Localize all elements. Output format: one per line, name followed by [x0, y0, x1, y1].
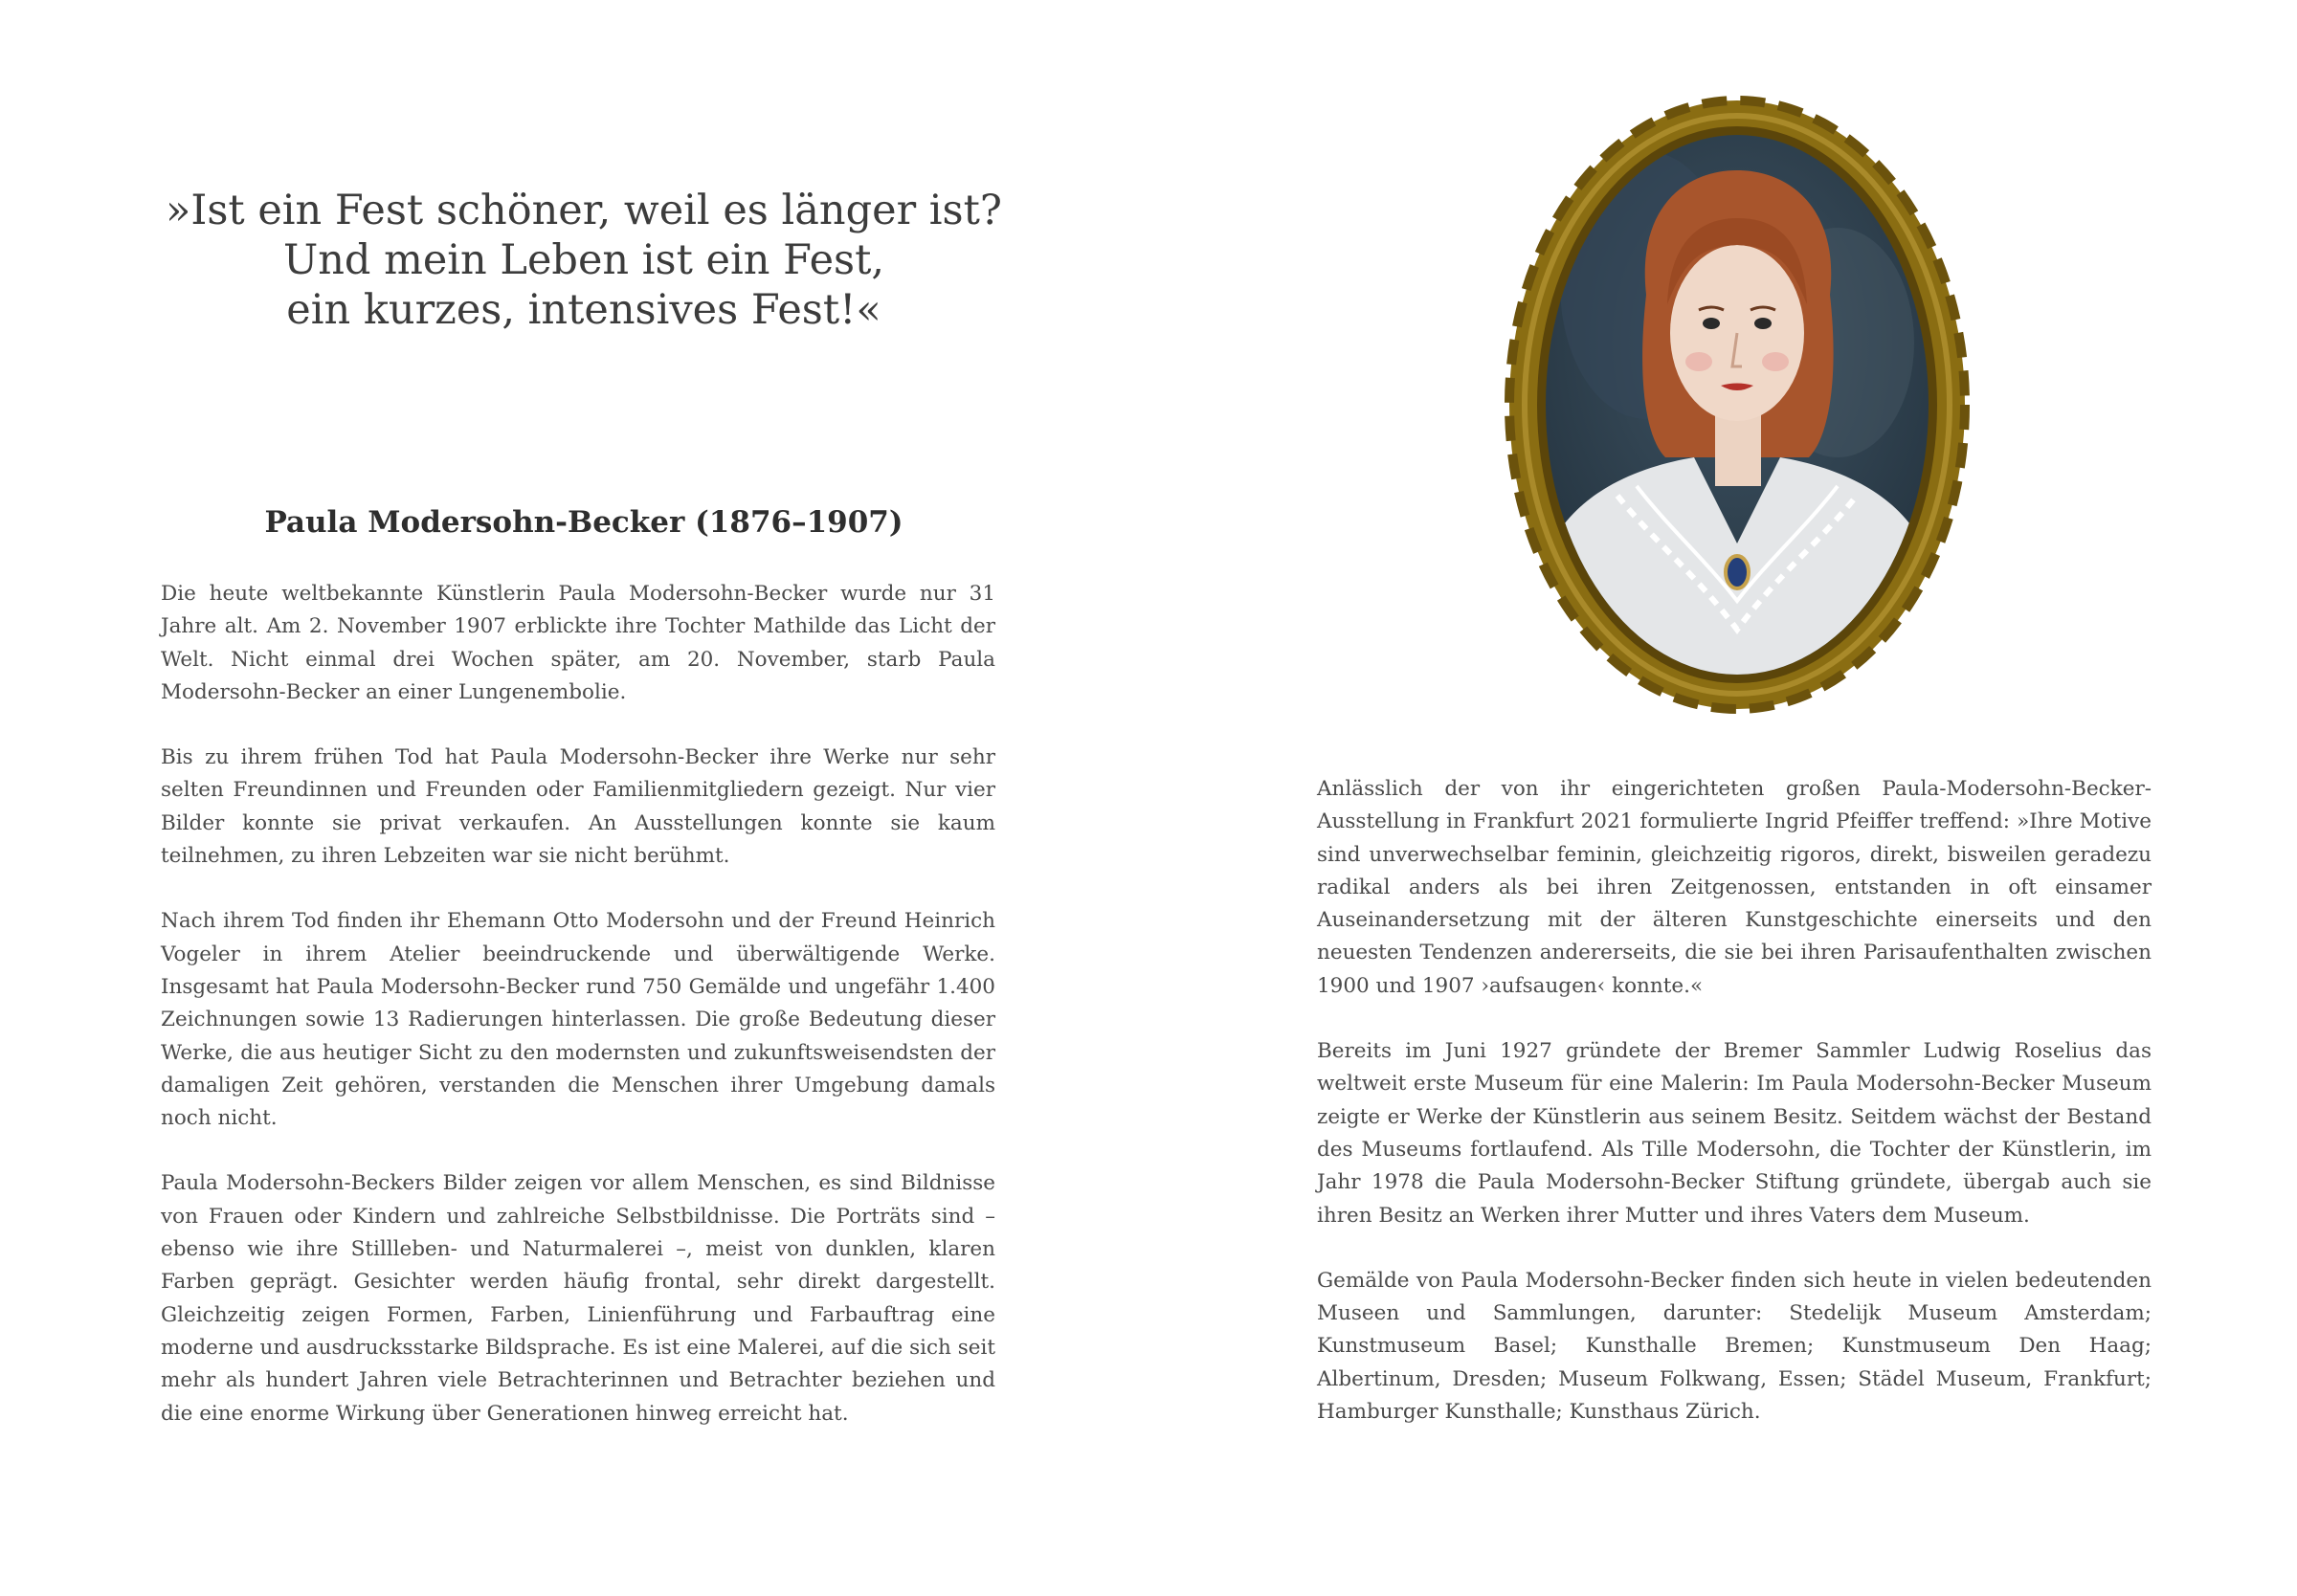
paragraph: Nach ihrem Tod finden ihr Ehemann Otto Modersohn und der Freund Heinrich Vogeler in ihrem Atelier beeindruckende und überwältigende Werke. Insgesamt hat Paula Modersohn-Becker rund 750 Gemälde und ungefähr 1.400 Zeichnungen sowie 13 Radierungen hinterlassen. Die große Bedeutung dieser Werke, die aus heutiger Sicht zu den modernsten und zukunftsweisendsten der damaligen Zeit gehören, verstanden die Menschen ihrer Umgebung damals noch nicht.: [161, 909, 995, 1131]
paragraph: Bereits im Juni 1927 gründete der Bremer Sammler Ludwig Roselius das weltweit erste Museum für eine Malerin: Im Paula Modersohn-Becker Museum zeigte er Werke der Künstlerin aus seinem Besitz. Seitdem wächst der Bestand des Museums fortlaufend. Als Tille Modersohn, die Tochter der Künstlerin, im Jahr 1978 die Paula Modersohn-Becker Stiftung gründete, übergab auch sie ihren Besitz an Werken ihrer Mutter und ihres Vaters dem Museum.: [1317, 1039, 2152, 1228]
quote-line: ein kurzes, intensives Fest!«: [286, 286, 881, 334]
quote-line: Und mein Leben ist ein Fest,: [282, 236, 885, 284]
paragraph: Bis zu ihrem frühen Tod hat Paula Modersohn-Becker ihre Werke nur sehr selten Freundinnen und Freunden oder Familienmitgliedern gezeigt. Nur vier Bilder konnte sie privat verkaufen. An Ausstellungen konnte sie kaum teilnehmen, zu ihren Lebzeiten war sie nicht berühmt.: [161, 745, 995, 869]
paragraph: Paula Modersohn-Beckers Bilder zeigen vor allem Menschen, es sind Bildnisse von Frauen oder Kindern und zahlreiche Selbstbildnisse. Die Porträts sind – ebenso wie ihre Stillleben- und Naturmalerei –, meist von dunklen, klaren Farben geprägt. Gesichter werden häufig frontal, sehr direkt dargestellt. Gleichzeitig zeigen Formen, Farben, Linienführung und Farbauftrag eine moderne und ausdrucksstarke Bildsprache. Es ist eine Malerei, auf die sich seit mehr als hundert Jahren viele Betrachterinnen und Betrachter beziehen und die eine enorme Wirkung über Generationen hinweg erreicht hat.: [161, 1171, 995, 1426]
epigraph-quote: [163, 186, 1005, 335]
framed-portrait-icon: [1503, 94, 1972, 716]
right-text-column: [1317, 773, 2152, 1461]
page-title: Paula Modersohn-Becker (1876–1907): [264, 505, 903, 540]
paragraph: Gemälde von Paula Modersohn-Becker finden sich heute in vielen bedeutenden Museen und Sammlungen, darunter: Stedelijk Museum Amsterdam; Kunstmuseum Basel; Kunsthalle Bremen; Kunstmuseum Den Haag; Albertinum, Dresden; Museum Folkwang, Essen; Städel Museum, Frankfurt; Hamburger Kunsthalle; Kunsthaus Zürich.: [1317, 1268, 2152, 1425]
paragraph: Die heute weltbekannte Künstlerin Paula Modersohn-Becker wurde nur 31 Jahre alt. Am 2. November 1907 erblickte ihre Tochter Mathilde das Licht der Welt. Nicht einmal drei Wochen später, am 20. November, starb Paula Modersohn-Becker an einer Lungenembolie.: [161, 582, 995, 704]
left-text-column: [161, 578, 995, 1463]
quote-line: »Ist ein Fest schöner, weil es länger ist?: [166, 187, 1002, 234]
paragraph: Anlässlich der von ihr eingerichteten großen Paula-Modersohn-Becker-Ausstellung in Frankfurt 2021 formulierte Ingrid Pfeiffer treffend: »Ihre Motive sind unverwechselbar feminin, gleichzeitig rigoros, direkt, bisweilen geradezu radikal anders als bei ihren Zeitgenossen, entstanden in oft einsamer Auseinandersetzung mit der älteren Kunstgeschichte einerseits und den neuesten Tendenzen andererseits, die sie bei ihren Parisaufenthalten zwischen 1900 und 1907 ›aufsaugen‹ konnte.«: [1317, 777, 2152, 998]
